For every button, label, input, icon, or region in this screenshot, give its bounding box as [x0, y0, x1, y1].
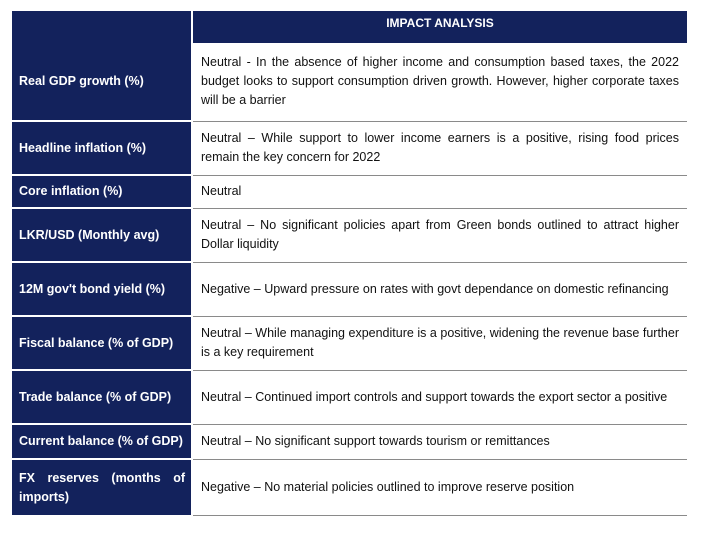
table-row: [12, 43, 687, 121]
analysis-text: Neutral - In the absence of higher income and consumption based taxes, the 2022 budget looks to support consumption driven growth. However, higher corporate taxes will be a barrier: [201, 55, 679, 108]
indicator-label: Core inflation (%): [12, 175, 192, 208]
table-row: [12, 175, 687, 208]
indicator-label: Fiscal balance (% of GDP): [12, 316, 192, 370]
table-row: [12, 316, 687, 370]
analysis-text: Negative – No material policies outlined to improve reserve position: [192, 459, 687, 515]
analysis-text: Neutral – No significant policies apart from Green bonds outlined to attract higher Dollar liquidity: [192, 208, 687, 262]
impact-analysis-table: [12, 11, 687, 516]
indicator-label: LKR/USD (Monthly avg): [12, 208, 192, 262]
table-row: [12, 459, 687, 515]
table-header-row: [12, 11, 687, 43]
table-title: IMPACT ANALYSIS: [192, 11, 687, 43]
analysis-text: Neutral – No significant support towards tourism or remittances: [192, 424, 687, 459]
table-row: [12, 424, 687, 459]
analysis-text: Neutral – Continued import controls and support towards the export sector a positive: [192, 370, 687, 424]
analysis-text: Negative – Upward pressure on rates with govt dependance on domestic refinancing: [192, 262, 687, 316]
indicator-label: Real GDP growth (%): [12, 43, 192, 121]
indicator-label: Current balance (% of GDP): [12, 424, 192, 459]
analysis-text: Neutral – While managing expenditure is a positive, widening the revenue base further is a key requirement: [192, 316, 687, 370]
indicator-label: 12M gov't bond yield (%): [12, 262, 192, 316]
impact-analysis-table-wrapper: [12, 11, 687, 516]
analysis-text: Neutral – While support to lower income earners is a positive, rising food prices remain the key concern for 2022: [192, 121, 687, 175]
indicator-label: FX reserves (months of imports): [12, 459, 192, 515]
table-row: [12, 262, 687, 316]
indicator-label: Headline inflation (%): [12, 121, 192, 175]
table-row: [12, 121, 687, 175]
table-row: [12, 370, 687, 424]
indicator-label: Trade balance (% of GDP): [12, 370, 192, 424]
header-indicator-cell: [12, 11, 192, 43]
analysis-text: Neutral: [192, 175, 687, 208]
table-row: [12, 208, 687, 262]
